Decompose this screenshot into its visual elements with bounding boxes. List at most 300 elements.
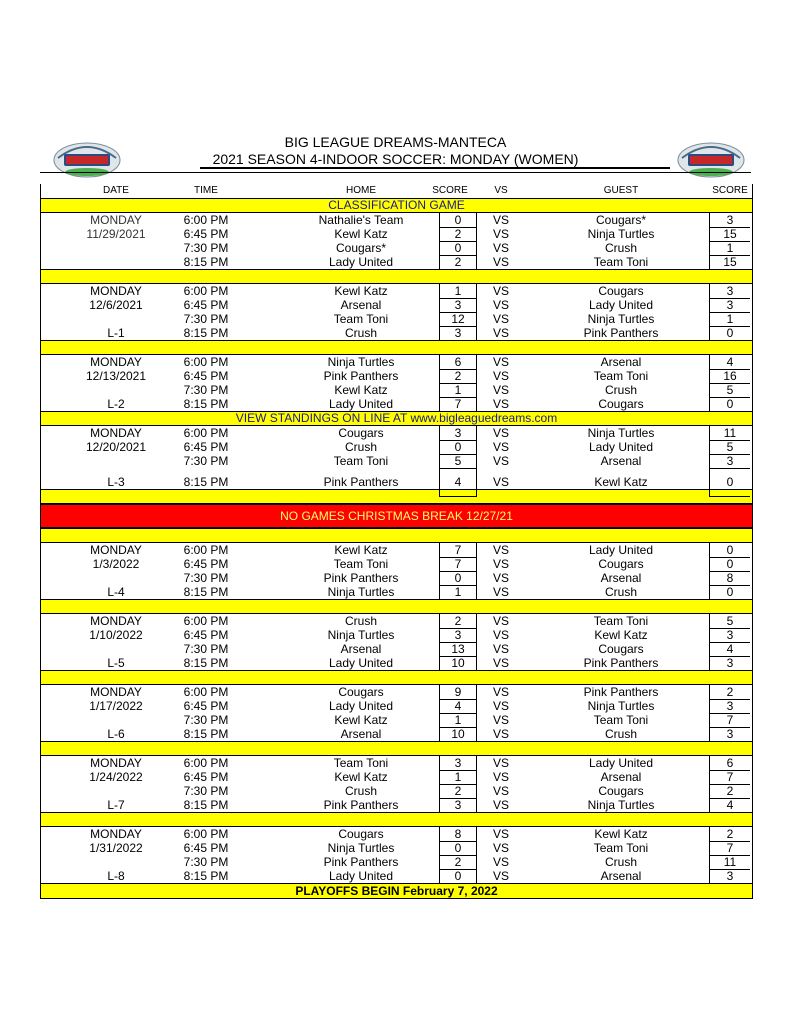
game-row [41,628,752,642]
home-score: 1 [439,383,477,398]
col-date-header: DATE [103,185,129,196]
home-team: Team Toni [333,454,389,468]
home-team: Cougars [338,426,384,440]
game-row [41,426,752,440]
guest-score: 15 [709,227,750,242]
week-label: L-5 [107,656,125,670]
game-row [41,543,752,557]
home-team: Crush [344,326,377,340]
home-team: Ninja Turtles [327,585,395,599]
home-score: 3 [439,798,477,813]
home-score: 1 [439,713,477,728]
home-team: Kewl Katz [334,383,388,397]
guest-score: 4 [709,355,750,370]
game-row [41,227,752,241]
home-score: 7 [439,557,477,572]
game-time: 6:00 PM [183,614,229,628]
game-time: 8:15 PM [183,656,229,670]
guest-score: 0 [709,557,750,572]
col-home-score-header: SCORE [432,185,468,196]
home-team: Kewl Katz [334,543,388,557]
home-team: Crush [344,784,377,798]
game-row [41,827,752,841]
home-score: 0 [439,869,477,884]
guest-score: 3 [709,213,750,228]
home-team: Kewl Katz [334,770,388,784]
game-row [41,614,752,628]
home-team: Crush [344,614,377,628]
game-time: 6:00 PM [183,756,229,770]
guest-score: 11 [709,855,750,870]
vs-label: VS [492,227,509,241]
game-row [41,312,752,326]
vs-label: VS [492,213,509,227]
guest-score: 3 [709,727,750,742]
week-date: 1/17/2022 [89,699,143,713]
home-team: Pink Panthers [323,798,399,812]
guest-team: Lady United [588,543,654,557]
game-time: 6:00 PM [183,355,229,369]
week-date: 11/29/2021 [86,227,146,241]
home-team: Ninja Turtles [327,355,395,369]
guest-team: Team Toni [593,713,649,727]
page-subtitle: 2021 SEASON 4-INDOOR SOCCER: MONDAY (WOMEN) [212,151,579,167]
game-row [41,869,752,883]
vs-label: VS [492,685,509,699]
week-separator [41,812,752,827]
home-team: Lady United [328,255,394,269]
home-score: 4 [439,468,477,497]
vs-label: VS [492,255,509,269]
week-day: MONDAY [90,355,142,369]
game-time: 6:45 PM [183,699,229,713]
column-header-row [41,184,752,198]
game-row [41,642,752,656]
game-time: 7:30 PM [183,571,229,585]
game-time: 6:45 PM [183,298,229,312]
game-time: 6:45 PM [183,628,229,642]
home-team: Kewl Katz [334,284,388,298]
vs-label: VS [492,614,509,628]
week-day: MONDAY [90,756,142,770]
home-team: Arsenal [340,298,382,312]
game-time: 6:00 PM [183,426,229,440]
title-underline [200,167,670,169]
game-time: 7:30 PM [183,312,229,326]
week-date: 1/3/2022 [92,557,140,571]
week-label: L-1 [107,326,125,340]
vs-label: VS [492,543,509,557]
home-team: Pink Panthers [323,369,399,383]
col-home-header: HOME [346,185,376,196]
guest-team: Lady United [588,298,654,312]
vs-label: VS [492,713,509,727]
game-time: 8:15 PM [183,475,229,489]
guest-score: 5 [709,440,750,455]
game-time: 7:30 PM [183,454,229,468]
game-time: 7:30 PM [183,855,229,869]
home-team: Ninja Turtles [327,628,395,642]
home-score: 2 [439,255,477,270]
guest-score: 6 [709,756,750,771]
home-score: 2 [439,784,477,799]
game-row [41,369,752,383]
vs-label: VS [492,557,509,571]
vs-label: VS [492,454,509,468]
home-team: Pink Panthers [323,571,399,585]
week-date: 1/31/2022 [89,841,143,855]
home-score: 0 [439,440,477,455]
home-team: Pink Panthers [323,475,399,489]
guest-score: 0 [709,326,750,341]
guest-team: Crush [604,241,637,255]
week-date: 12/20/2021 [85,440,147,454]
home-score: 4 [439,699,477,714]
game-row [41,454,752,468]
vs-label: VS [492,798,509,812]
home-score: 2 [439,855,477,870]
home-team: Nathalie's Team [318,213,404,227]
game-row [41,355,752,369]
week-separator [41,340,752,355]
game-row [41,798,752,812]
guest-team: Arsenal [600,770,642,784]
vs-label: VS [492,355,509,369]
guest-team: Cougars [598,642,644,656]
guest-team: Pink Panthers [583,656,659,670]
week-day: MONDAY [90,543,142,557]
vs-label: VS [492,369,509,383]
guest-team: Ninja Turtles [587,227,655,241]
week-separator [41,741,752,756]
week-label: L-2 [107,397,125,411]
week-day: MONDAY [90,426,142,440]
guest-team: Team Toni [593,255,649,269]
guest-score: 2 [709,784,750,799]
game-time: 7:30 PM [183,784,229,798]
game-row [41,326,752,340]
home-score: 12 [439,312,477,327]
game-time: 7:30 PM [183,713,229,727]
vs-label: VS [492,827,509,841]
game-row [41,213,752,227]
game-time: 6:45 PM [183,440,229,454]
home-team: Team Toni [333,312,389,326]
game-row [41,685,752,699]
guest-score: 0 [709,468,750,497]
game-row [41,656,752,670]
guest-team: Arsenal [600,571,642,585]
week-separator [41,528,752,543]
home-score: 7 [439,397,477,412]
guest-score: 3 [709,656,750,671]
guest-team: Cougars [598,397,644,411]
game-row [41,468,752,489]
game-row [41,756,752,770]
guest-team: Pink Panthers [583,326,659,340]
home-score: 9 [439,685,477,700]
home-team: Lady United [328,656,394,670]
home-team: Kewl Katz [334,227,388,241]
week-label: L-3 [107,475,125,489]
home-team: Ninja Turtles [327,841,395,855]
week-label: L-8 [107,869,125,883]
guest-score: 3 [709,869,750,884]
home-score: 3 [439,326,477,341]
vs-label: VS [492,642,509,656]
week-day: MONDAY [90,284,142,298]
game-row [41,241,752,255]
game-time: 6:00 PM [183,284,229,298]
guest-score: 5 [709,383,750,398]
game-time: 6:45 PM [183,369,229,383]
vs-label: VS [492,426,509,440]
guest-score: 16 [709,369,750,384]
home-score: 0 [439,213,477,228]
vs-label: VS [492,298,509,312]
home-score: 8 [439,827,477,842]
home-score: 1 [439,284,477,299]
vs-label: VS [492,699,509,713]
game-row [41,855,752,869]
vs-label: VS [492,571,509,585]
game-row [41,571,752,585]
guest-score: 3 [709,454,750,469]
game-time: 6:45 PM [183,841,229,855]
guest-team: Cougars [598,284,644,298]
guest-team: Cougars* [595,213,647,227]
vs-label: VS [492,855,509,869]
guest-score: 0 [709,543,750,558]
home-team: Arsenal [340,642,382,656]
col-time-header: TIME [194,185,218,196]
guest-team: Ninja Turtles [587,699,655,713]
guest-team: Pink Panthers [583,685,659,699]
col-guest-score-header: SCORE [712,185,748,196]
game-row [41,727,752,741]
vs-label: VS [492,770,509,784]
game-time: 8:15 PM [183,585,229,599]
guest-team: Kewl Katz [594,475,648,489]
guest-team: Lady United [588,756,654,770]
vs-label: VS [492,284,509,298]
guest-score: 0 [709,585,750,600]
col-vs-header: VS [494,185,508,196]
game-time: 6:00 PM [183,213,229,227]
schedule-table [40,184,753,899]
week-day: MONDAY [90,685,142,699]
home-team: Team Toni [333,756,389,770]
home-team: Cougars [338,685,384,699]
home-team: Kewl Katz [334,713,388,727]
game-time: 8:15 PM [183,798,229,812]
vs-label: VS [492,756,509,770]
game-time: 6:00 PM [183,685,229,699]
home-score: 2 [439,614,477,629]
guest-team: Cougars [598,557,644,571]
home-score: 10 [439,727,477,742]
guest-team: Cougars [598,784,644,798]
vs-label: VS [492,397,509,411]
guest-score: 11 [709,426,750,441]
christmas-break-banner: NO GAMES CHRISTMAS BREAK 12/27/21 [41,504,752,528]
guest-score: 3 [709,284,750,299]
vs-label: VS [492,383,509,397]
home-score: 0 [439,241,477,256]
home-score: 1 [439,585,477,600]
vs-label: VS [492,312,509,326]
guest-score: 3 [709,699,750,714]
game-row [41,770,752,784]
game-time: 6:45 PM [183,770,229,784]
game-row [41,585,752,599]
guest-team: Arsenal [600,454,642,468]
home-score: 3 [439,298,477,313]
guest-team: Ninja Turtles [587,312,655,326]
week-day: MONDAY [90,614,142,628]
vs-label: VS [492,841,509,855]
week-date: 12/13/2021 [85,369,147,383]
guest-team: Lady United [588,440,654,454]
game-row [41,784,752,798]
home-score: 2 [439,369,477,384]
game-time: 6:45 PM [183,227,229,241]
game-row [41,284,752,298]
standings-banner: VIEW STANDINGS ON LINE AT www.bigleaguedreams.com [41,411,752,426]
week-date: 12/6/2021 [89,298,143,312]
game-row [41,298,752,312]
week-day: MONDAY [90,827,142,841]
vs-label: VS [492,440,509,454]
guest-score: 7 [709,770,750,785]
guest-team: Ninja Turtles [587,798,655,812]
vs-label: VS [492,784,509,798]
week-separator [41,269,752,284]
guest-score: 3 [709,298,750,313]
week-date: 1/24/2022 [89,770,143,784]
home-score: 5 [439,454,477,469]
home-team: Cougars* [335,241,387,255]
game-time: 7:30 PM [183,241,229,255]
guest-score: 7 [709,713,750,728]
home-score: 6 [439,355,477,370]
game-row [41,383,752,397]
home-team: Lady United [328,869,394,883]
home-score: 7 [439,543,477,558]
game-row [41,397,752,411]
vs-label: VS [492,241,509,255]
guest-score: 7 [709,841,750,856]
home-team: Pink Panthers [323,855,399,869]
page-title: BIG LEAGUE DREAMS-MANTECA [284,134,507,150]
guest-score: 8 [709,571,750,586]
week-label: L-4 [107,585,125,599]
col-guest-header: GUEST [603,185,639,196]
home-team: Lady United [328,699,394,713]
home-team: Cougars [338,827,384,841]
vs-label: VS [492,628,509,642]
home-score: 13 [439,642,477,657]
game-time: 8:15 PM [183,727,229,741]
game-row [41,713,752,727]
guest-team: Crush [604,727,637,741]
game-row [41,440,752,454]
guest-score: 5 [709,614,750,629]
guest-team: Crush [604,855,637,869]
vs-label: VS [492,727,509,741]
guest-team: Team Toni [593,614,649,628]
home-score: 2 [439,227,477,242]
game-time: 7:30 PM [183,642,229,656]
home-score: 3 [439,756,477,771]
guest-team: Crush [604,585,637,599]
guest-score: 2 [709,827,750,842]
guest-score: 1 [709,312,750,327]
home-score: 1 [439,770,477,785]
game-time: 8:15 PM [183,326,229,340]
vs-label: VS [492,326,509,340]
table-top-rule [40,172,751,173]
guest-team: Arsenal [600,869,642,883]
guest-team: Kewl Katz [594,827,648,841]
guest-team: Arsenal [600,355,642,369]
game-time: 6:45 PM [183,557,229,571]
game-row [41,557,752,571]
guest-score: 2 [709,685,750,700]
guest-score: 0 [709,397,750,412]
week-label: L-7 [107,798,125,812]
guest-score: 4 [709,642,750,657]
home-team: Lady United [328,397,394,411]
week-date: 1/10/2022 [89,628,143,642]
week-separator [41,670,752,685]
home-team: Arsenal [340,727,382,741]
guest-score: 3 [709,628,750,643]
game-row [41,255,752,269]
week-label: L-6 [107,727,125,741]
classification-banner: CLASSIFICATION GAME [41,198,752,213]
game-time: 8:15 PM [183,255,229,269]
guest-team: Team Toni [593,369,649,383]
vs-label: VS [492,475,509,489]
guest-team: Team Toni [593,841,649,855]
home-score: 3 [439,628,477,643]
guest-team: Crush [604,383,637,397]
weeks-container [41,213,752,883]
guest-team: Ninja Turtles [587,426,655,440]
playoffs-banner: PLAYOFFS BEGIN February 7, 2022 [41,883,752,899]
game-time: 6:00 PM [183,827,229,841]
game-row [41,699,752,713]
vs-label: VS [492,585,509,599]
game-time: 8:15 PM [183,397,229,411]
home-score: 0 [439,841,477,856]
home-team: Crush [344,440,377,454]
game-time: 8:15 PM [183,869,229,883]
game-time: 6:00 PM [183,543,229,557]
vs-label: VS [492,656,509,670]
week-day: MONDAY [90,213,142,227]
home-score: 10 [439,656,477,671]
game-row [41,841,752,855]
home-team: Team Toni [333,557,389,571]
home-score: 3 [439,426,477,441]
guest-team: Kewl Katz [594,628,648,642]
guest-score: 4 [709,798,750,813]
game-time: 7:30 PM [183,383,229,397]
vs-label: VS [492,869,509,883]
guest-score: 15 [709,255,750,270]
